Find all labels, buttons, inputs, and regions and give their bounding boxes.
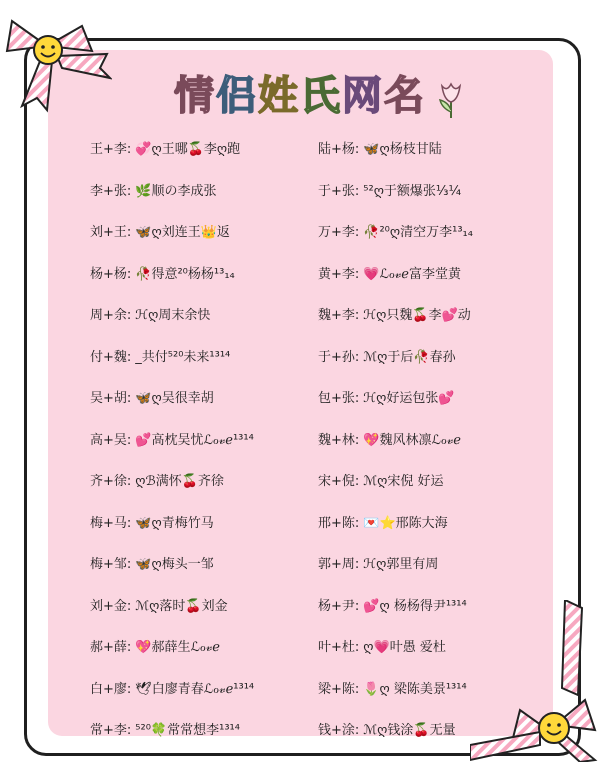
- couple-name: 🦋ღ吴很幸胡: [135, 391, 214, 407]
- list-item: [318, 459, 558, 501]
- title-char: 情: [174, 73, 216, 119]
- list-item: [318, 335, 558, 377]
- surname-pair: 于+张:: [318, 183, 360, 199]
- couple-name: 🦋ღ杨枝甘陆: [363, 142, 442, 158]
- list-item: [90, 127, 340, 169]
- couple-name: 💌⭐邢陈大海: [363, 515, 448, 531]
- couple-name: 🌷ღ 梁陈美景¹³¹⁴: [363, 681, 467, 697]
- couple-name: 🥀²⁰ღ清空万李¹³₁₄: [363, 225, 473, 241]
- surname-pair: 杨+杨:: [90, 266, 132, 282]
- surname-pair: 魏+李:: [318, 308, 360, 324]
- surname-pair: 刘+王:: [90, 225, 132, 241]
- surname-pair: 郭+周:: [318, 557, 360, 573]
- list-item: [318, 501, 558, 543]
- couple-name: 💞ღ王哪🍒李ღ跑: [135, 142, 241, 158]
- list-item: [318, 584, 558, 626]
- list-item: [318, 667, 558, 709]
- couple-name: ℳღ落时🍒刘金: [135, 598, 228, 614]
- page-title: [120, 66, 480, 126]
- right-name-list: [318, 127, 558, 750]
- couple-name: 🦋ღ刘连王👑返: [135, 225, 230, 241]
- couple-name: 🦋ღ青梅竹马: [135, 515, 214, 531]
- list-item: [90, 584, 340, 626]
- couple-name: 🥀得意²⁰杨杨¹³₁₄: [135, 266, 235, 282]
- couple-name: 🦋ღ梅头一邹: [135, 557, 214, 573]
- tulip-icon: [432, 80, 470, 120]
- couple-name: ⁵²ღ于额爆张⅓¼: [363, 183, 462, 199]
- surname-pair: 付+魏:: [90, 349, 132, 365]
- list-item: [318, 252, 558, 294]
- couple-name: ℳღ于后🥀春孙: [363, 349, 456, 365]
- surname-pair: 梁+陈:: [318, 681, 360, 697]
- title-char: 姓: [258, 73, 300, 119]
- couple-name: ⁵²⁰🍀常常想李¹³¹⁴: [135, 723, 240, 739]
- couple-name: 💗ℒℴ𝓋ℯ富李堂黄: [363, 266, 461, 282]
- couple-name: 💕高枕吴忧ℒℴ𝓋ℯ¹³¹⁴: [135, 432, 254, 448]
- couple-name: ღ💗叶愚 爱杜: [363, 640, 446, 656]
- list-item: [318, 542, 558, 584]
- list-item: [318, 169, 558, 211]
- surname-pair: 黄+李:: [318, 266, 360, 282]
- list-item: [90, 376, 340, 418]
- couple-name: ℋღ只魏🍒李💕动: [363, 308, 471, 324]
- couple-name: 💕ღ 杨杨得尹¹³¹⁴: [363, 598, 467, 614]
- list-item: [318, 418, 558, 460]
- list-item: [90, 542, 340, 584]
- surname-pair: 常+李:: [90, 723, 132, 739]
- list-item: [90, 293, 340, 335]
- list-item: [318, 127, 558, 169]
- surname-pair: 陆+杨:: [318, 142, 360, 158]
- surname-pair: 梅+马:: [90, 515, 132, 531]
- couple-name: 💖郝薛生ℒℴ𝓋ℯ: [135, 640, 220, 656]
- list-item: [90, 210, 340, 252]
- surname-pair: 王+李:: [90, 142, 132, 158]
- surname-pair: 齐+徐:: [90, 474, 132, 490]
- couple-name: ღℬ满怀🍒齐徐: [135, 474, 224, 490]
- couple-name: ℋღ郭里有周: [363, 557, 439, 573]
- title-char: 侣: [216, 73, 258, 119]
- list-item: [318, 625, 558, 667]
- surname-pair: 万+李:: [318, 225, 360, 241]
- list-item: [90, 501, 340, 543]
- list-item: [90, 252, 340, 294]
- surname-pair: 白+廖:: [90, 681, 132, 697]
- surname-pair: 包+张:: [318, 391, 360, 407]
- surname-pair: 于+孙:: [318, 349, 360, 365]
- couple-name: ℳღ宋倪 好运: [363, 474, 444, 490]
- list-item: [90, 667, 340, 709]
- couple-name: 🕊白廖青春ℒℴ𝓋ℯ¹³¹⁴: [135, 681, 255, 697]
- list-item: [318, 376, 558, 418]
- surname-pair: 宋+倪:: [318, 474, 360, 490]
- list-item: [318, 210, 558, 252]
- couple-name: 💖魏风林凛ℒℴ𝓋ℯ: [363, 432, 461, 448]
- list-item: [318, 708, 558, 750]
- surname-pair: 高+吴:: [90, 432, 132, 448]
- ribbon-bow-top-left: [2, 6, 112, 116]
- couple-name: ℋღ周末余快: [135, 308, 211, 324]
- surname-pair: 吴+胡:: [90, 391, 132, 407]
- list-item: [90, 625, 340, 667]
- list-item: [90, 459, 340, 501]
- title-char: 名: [384, 73, 426, 119]
- left-name-list: [90, 127, 340, 750]
- couple-name: 🌿顺の李成张: [135, 183, 217, 199]
- couple-name: ℳღ钱涂🍒无量: [363, 723, 456, 739]
- surname-pair: 周+余:: [90, 308, 132, 324]
- title-char: 网: [342, 73, 384, 119]
- list-item: [90, 418, 340, 460]
- couple-name: ℋღ好运包张💕: [363, 391, 455, 407]
- surname-pair: 李+张:: [90, 183, 132, 199]
- couple-name: _共付⁵²⁰未来¹³¹⁴: [135, 349, 231, 365]
- title-char: 氏: [300, 73, 342, 119]
- list-item: [90, 335, 340, 377]
- surname-pair: 钱+涂:: [318, 723, 360, 739]
- surname-pair: 魏+林:: [318, 432, 360, 448]
- surname-pair: 杨+尹:: [318, 598, 360, 614]
- surname-pair: 梅+邹:: [90, 557, 132, 573]
- surname-pair: 邢+陈:: [318, 515, 360, 531]
- list-item: [90, 169, 340, 211]
- list-item: [90, 708, 340, 750]
- surname-pair: 刘+金:: [90, 598, 132, 614]
- surname-pair: 叶+杜:: [318, 640, 360, 656]
- surname-pair: 郝+薛:: [90, 640, 132, 656]
- list-item: [318, 293, 558, 335]
